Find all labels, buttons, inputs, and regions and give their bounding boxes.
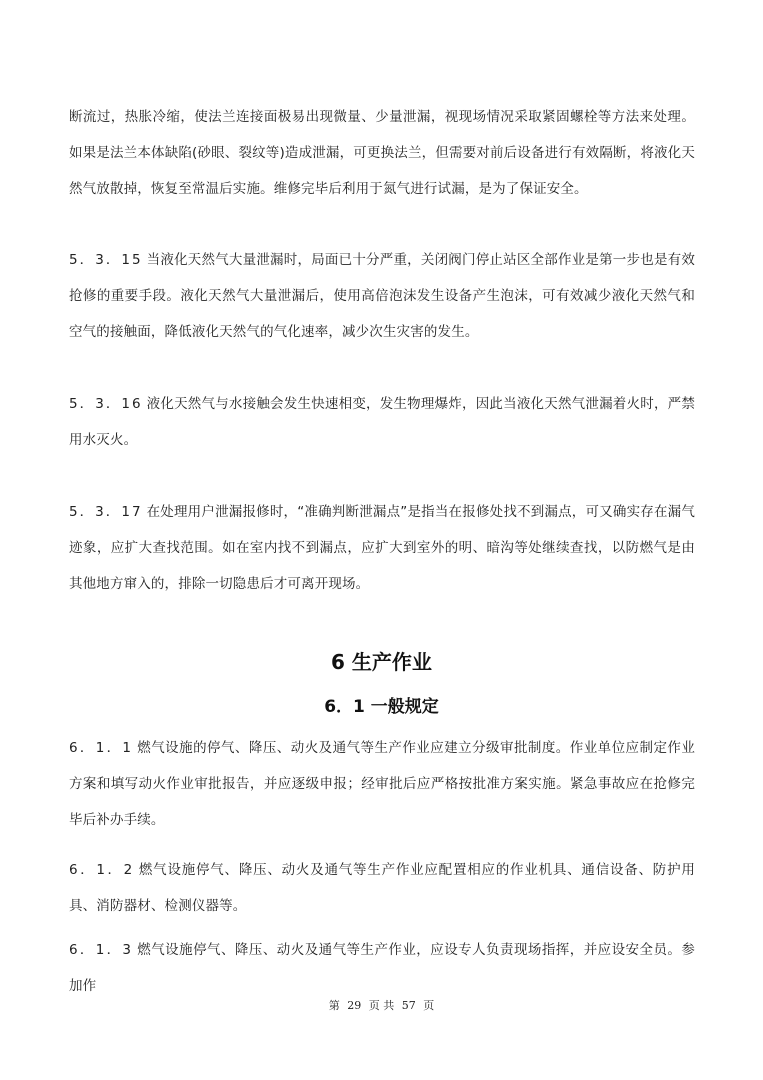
footer-prefix: 第 [328,999,340,1012]
clause-text: 燃气设施停气、降压、动火及通气等生产作业应配置相应的作业机具、通信设备、防护用具、消防器材、检测仪器等。 [69,862,695,914]
clause-text: 液化天然气与水接触会发生快速相变，发生物理爆炸，因此当液化天然气泄漏着火时，严禁用水灭火。 [69,396,696,448]
clause-text: 在处理用户泄漏报修时，“准确判断泄漏点”是指当在报修处找不到漏点，可又确实存在漏气迹象，应扩大查找范围。如在室内找不到漏点，应扩大到室外的明、暗沟等处继续查找，以防燃气是由其他地方窜入的，排除一切隐患后才可离开现场。 [69,504,696,592]
current-page-number: 29 [347,999,362,1012]
subsection-heading: 6．1 一般规定 [324,697,439,717]
clause-6-1-3 [69,932,695,1004]
footer-mid: 页 共 [368,999,395,1012]
clause-text: 当液化天然气大量泄漏时，局面已十分严重，关闭阀门停止站区全部作业是第一步也是有效抢修的重要手段。液化天然气大量泄漏后，使用高倍泡沫发生设备产生泡沫，可有效减少液化天然气和空气的接触面，降低液化天然气的气化速率，减少次生灾害的发生。 [69,252,696,340]
footer-suffix: 页 [423,999,435,1012]
clause-number: 6．1．3 [69,942,133,958]
paragraph-text: 断流过，热胀冷缩，使法兰连接面极易出现微量、少量泄漏，视现场情况采取紧固螺栓等方法来处理。如果是法兰本体缺陷(砂眼、裂纹等)造成泄漏，可更换法兰，但需要对前后设备进行有效隔断，将液化天然气放散掉，恢复至常温后实施。维修完毕后利用于氮气进行试漏，是为了保证安全。 [69,109,695,197]
clause-5-3-16 [69,386,695,458]
section-heading: 6 生产作业 [331,650,432,674]
clause-5-3-15 [69,242,695,350]
page-footer [0,997,763,1013]
clause-number: 6．1．1 [69,740,133,756]
clause-number: 5．3．17 [69,504,143,520]
clause-6-1-2 [69,852,695,924]
clause-number: 6．1．2 [69,862,135,878]
total-page-count: 57 [401,999,416,1012]
clause-number: 5．3．16 [69,396,143,412]
paragraph-continuation [69,99,695,207]
clause-text: 燃气设施停气、降压、动火及通气等生产作业，应设专人负责现场指挥，并应设安全员。参加作 [69,942,695,994]
clause-number: 5．3．15 [69,252,143,268]
clause-6-1-1 [69,730,695,838]
clause-5-3-17 [69,494,695,602]
clause-text: 燃气设施的停气、降压、动火及通气等生产作业应建立分级审批制度。作业单位应制定作业方案和填写动火作业审批报告，并应逐级申报；经审批后应严格按批准方案实施。紧急事故应在抢修完毕后补办手续。 [69,740,695,828]
